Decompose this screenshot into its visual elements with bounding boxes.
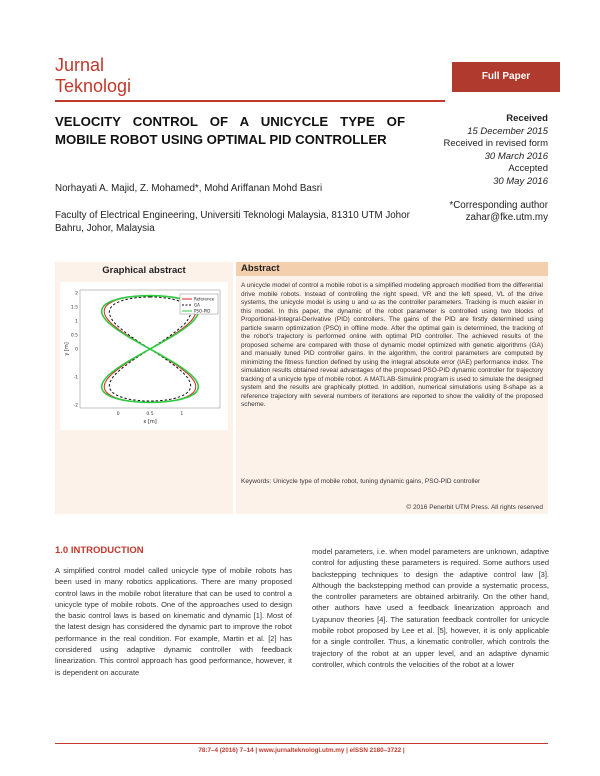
article-history [408, 113, 548, 188]
legend-label: PSO-PID [194, 308, 211, 314]
footer-rule [55, 743, 548, 744]
revised-label: Received in revised form [443, 138, 548, 149]
graphical-abstract-title: Graphical abstract [102, 265, 186, 276]
y-tick-label: 0 [75, 347, 78, 353]
author-list: Norhayati A. Majid, Z. Mohamed*, Mohd Ariffanan Mohd Basri [55, 183, 323, 194]
corresponding-label: *Corresponding author [449, 200, 548, 211]
journal-name [55, 55, 131, 97]
trajectory-chart [60, 282, 228, 430]
x-tick-label: 0 [116, 412, 120, 417]
y-axis-label: y [m] [64, 342, 70, 356]
paper-type-badge: Full Paper [452, 62, 560, 92]
y-tick-label: 1 [75, 319, 78, 325]
abstract-header [236, 262, 548, 276]
legend-label: GA [194, 302, 200, 308]
abstract-heading: Abstract [241, 263, 280, 274]
received-date: 15 December 2015 [467, 125, 548, 137]
keywords: Keywords: Unicycle type of mobile robot, tuning dynamic gains, PSO-PID controller [241, 478, 481, 485]
received-label: Received [506, 113, 548, 124]
header-rule [55, 100, 445, 102]
paper-title: VELOCITY CONTROL OF A UNICYCLE TYPE OF MOBILE ROBOT USING OPTIMAL PID CONTROLLER [55, 114, 405, 147]
journal-name-line2: Teknologi [55, 76, 132, 96]
abstract-text: A unicycle model of control a mobile robot is a simplified modeling approach modified from the differential drive mobile robots. Instead of controlling the right speed, VR and the left speed, VL of the drive systems, the unicycle model is using u and ω as the controller parameters. Tracking is much easier in this model. In this paper, the dynamic of the robot parameter is controlled using two blocks of Proportional-Integral-Derivative (PID) controllers. The gains of the PID are firstly determined using particle swarm optimization (PSO) in offline mode. After the optimal gain is determined, the tracking of the robot's trajectory is performed online with optimal PID controller. The achieved results of the proposed scheme are compared with those of dynamic model optimized with genetic algorithms (GA) and manually tuned PID controller gains. In the algorithm, the control parameters are computed by minimizing the fitness function defined by using the integral absolute error (IAE) performance index. The simulation results obtained reveal advantages of the proposed PSO-PID dynamic controller for trajectory tracking of a unicycle type of mobile robot. A MATLAB-Simulink program is used to simulate the designed system and the results are graphically plotted. In addition, numerical simulations using 8-shape as a reference trajectory with several numbers of iterations are reported to show the validity of the proposed scheme. [241, 282, 543, 408]
corresponding-author [449, 200, 548, 224]
legend-label: Reference [194, 296, 215, 302]
y-tick-label: 0.5 [70, 333, 78, 339]
y-tick-label: -1 [73, 375, 78, 381]
x-axis-label: x [m] [143, 419, 157, 425]
y-tick-label: -2 [73, 403, 78, 409]
accepted-label: Accepted [508, 163, 548, 174]
y-tick-label: 1.5 [70, 305, 78, 311]
introduction-heading: 1.0 INTRODUCTION [55, 545, 144, 556]
revised-date: 30 March 2016 [484, 150, 548, 162]
copyright: © 2016 Penerbit UTM Press. All rights reserved [406, 504, 543, 511]
introduction-column-1: A simplified control model called unicycle type of mobile robots has been used in many robotics applications. There are many proposed control laws in the mobile robot literature that can be used to control a unicycle type of mobile robots. One of the approaches used to design the basic control laws is based on kinematic and dynamic [1]. Most of the latest design has considered the dynamic part to improve the robot performance in the real condition. For example, Martin et al. [2] has considered using adaptive dynamic controller with feedback linearization. This control approach has good performance, however, it is dependent on accurate [55, 566, 292, 677]
journal-name-line1: Jurnal [55, 55, 105, 75]
x-tick-label: 1 [180, 412, 184, 417]
y-tick-label: 2 [75, 291, 78, 297]
accepted-date: 30 May 2016 [493, 175, 548, 187]
affiliation: Faculty of Electrical Engineering, Universiti Teknologi Malaysia, 81310 UTM Johor Bahru, Johor, Malaysia [55, 210, 410, 234]
introduction-column-2: model parameters, i.e. when model parameters are unknown, adaptive control for adjusting these parameters is required. Some authors used backstepping techniques to design the adaptive control law [3]. Although the backstepping method can provide a systematic process, the controller parameters are obtained arbitrarily. On the other hand, other authors have used a feedback linearization approach and Lyapunov theories [4]. The saturation feedback controller for unicycle mobile robot proposed by Lee et al. [5], however, it is only applicable for a single controller. Thus, a kinematic controller, which controls the trajectory of the robot at an upper level, and an adaptive dynamic controller, which controls the velocities of the robot at a lower [312, 547, 549, 669]
page-footer[interactable]: 78:7–4 (2016) 7–14 | www.jurnalteknologi.utm.my | eISSN 2180–3722 | [198, 747, 405, 754]
x-tick-label: 0.5 [146, 412, 154, 417]
corresponding-email[interactable]: zahar@fke.utm.my [465, 212, 548, 223]
